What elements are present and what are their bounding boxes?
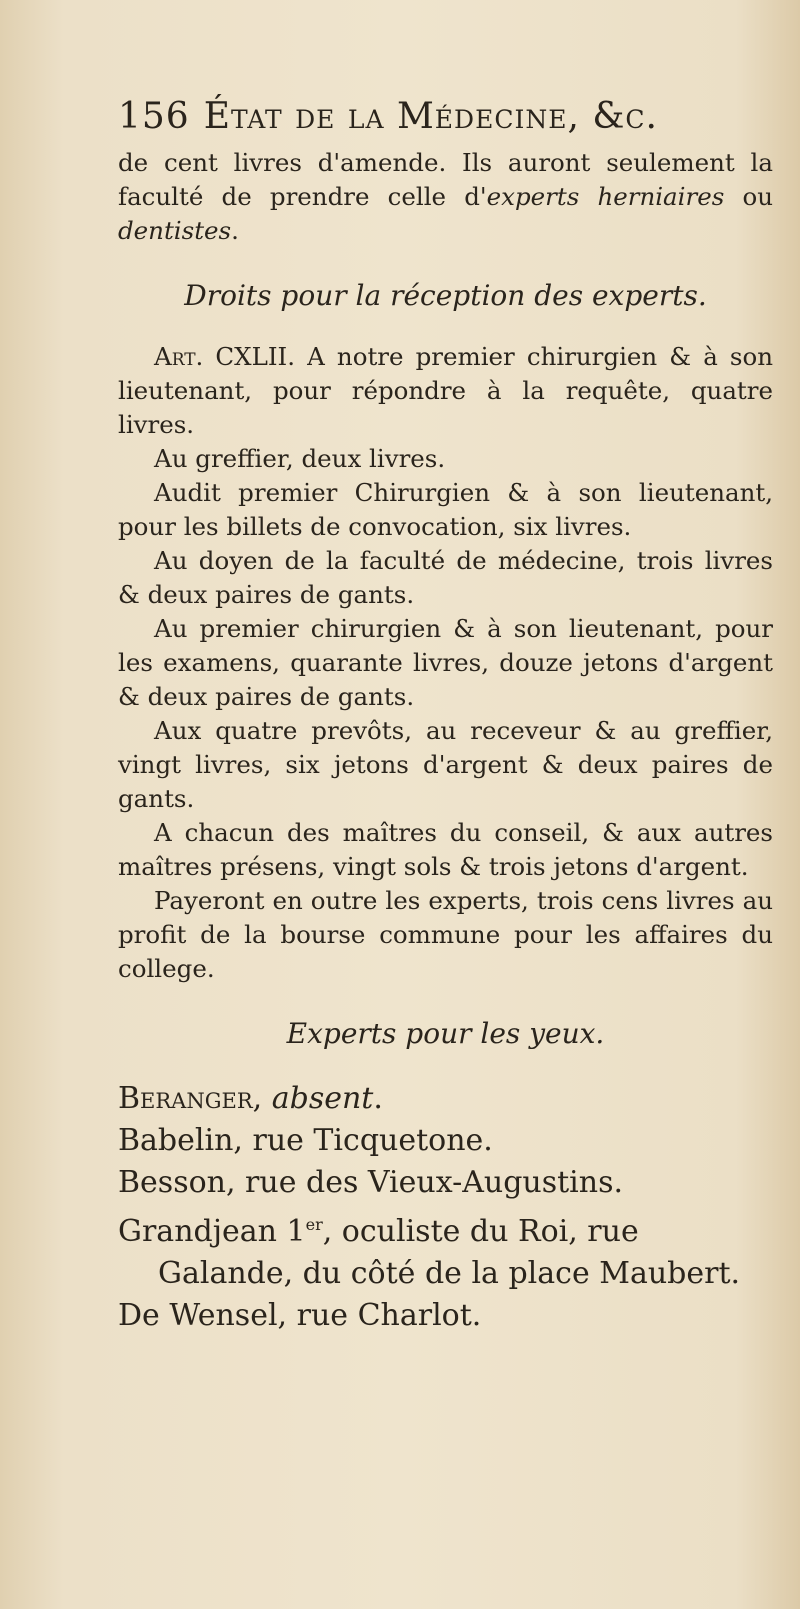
expert-list (118, 1078, 773, 1337)
ordinal-suffix: er (305, 1215, 323, 1234)
italic-term: dentistes (118, 216, 232, 245)
fee-paragraph: A chacun des maîtres du conseil, & aux autres maîtres présens, vingt sols & trois jetons d'argent. (118, 818, 773, 881)
section-heading-eye-experts: Experts pour les yeux. (286, 1017, 605, 1050)
fee-paragraph: Aux quatre prevôts, au receveur & au greffier, vingt livres, six jetons d'argent & deux paires de gants. (118, 716, 773, 813)
running-head (118, 96, 778, 137)
punctuation: . (373, 1081, 383, 1116)
fee-paragraph: Payeront en outre les experts, trois cens livres au profit de la bourse commune pour les affaires du college. (118, 886, 773, 983)
paragraph-text: . (231, 216, 239, 245)
list-item (118, 1204, 773, 1253)
article-paragraph (118, 340, 773, 442)
paragraph-amende (118, 146, 773, 248)
fee-paragraph: Au doyen de la faculté de médecine, trois livres & deux paires de gants. (118, 546, 773, 609)
list-item: Besson, rue des Vieux-Augustins. (118, 1165, 624, 1200)
paragraph-text: ou (724, 182, 773, 211)
separator: , (252, 1081, 272, 1116)
expert-address: , oculiste du Roi, rue (322, 1214, 639, 1249)
expert-note: absent (271, 1081, 374, 1116)
list-item-continuation: Galande, du côté de la place Maubert. (158, 1256, 741, 1291)
paragraph-text: de cent livres d'amende. Ils auront seulement la faculté de prendre celle d' (118, 148, 773, 211)
page-body (118, 146, 773, 1337)
article-label: Art. CXLII. (154, 342, 296, 371)
list-item: Babelin, rue Ticquetone. (118, 1123, 493, 1158)
list-item: De Wensel, rue Charlot. (118, 1298, 482, 1333)
expert-name: Grandjean 1 (118, 1214, 306, 1249)
section-heading-fees: Droits pour la réception des experts. (184, 279, 707, 312)
list-item (118, 1078, 773, 1120)
fee-paragraph: Au premier chirurgien & à son lieutenant, pour les examens, quarante livres, douze jetons d'argent & deux paires de gants. (118, 614, 773, 711)
running-title: État de la Médecine, &c. (203, 96, 658, 137)
fee-paragraph: Au greffier, deux livres. (154, 444, 446, 473)
article-text: A notre premier chirurgien & à son lieutenant, pour répondre à la requête, quatre livres. (118, 342, 773, 439)
fee-paragraph: Audit premier Chirurgien & à son lieutenant, pour les billets de convocation, six livres. (118, 478, 773, 541)
expert-name: Beranger (118, 1081, 253, 1116)
page-number: 156 (118, 96, 190, 137)
italic-term: experts herniaires (486, 182, 725, 211)
